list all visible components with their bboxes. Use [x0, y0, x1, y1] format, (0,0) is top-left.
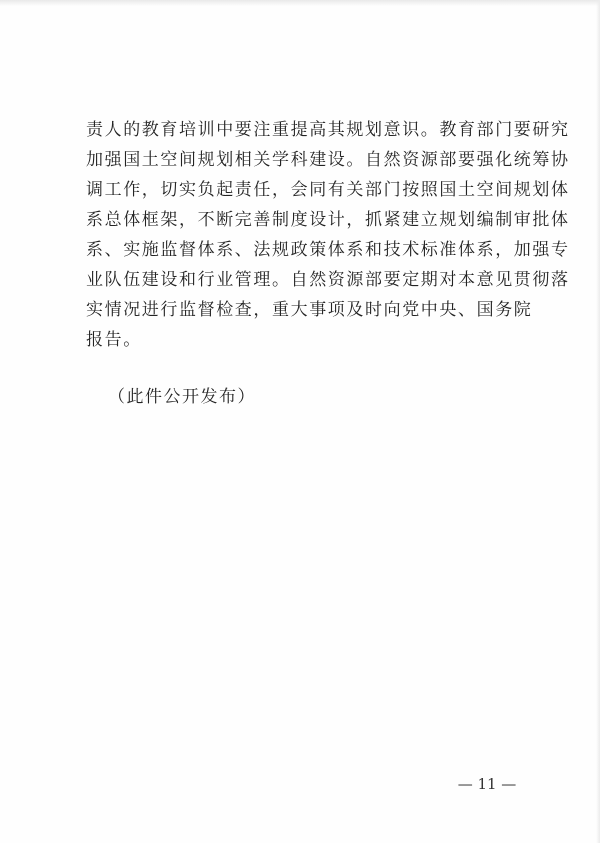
body-line-1: 责人的教育培训中要注重提高其规划意识。教育部门要研究 [86, 120, 570, 140]
release-note: （此件公开发布） [108, 387, 256, 407]
body-line-6: 业队伍建设和行业管理。自然资源部要定期对本意见贯彻落 [86, 270, 570, 290]
body-line-8: 报告。 [86, 330, 142, 350]
body-line-4: 系总体框架，不断完善制度设计，抓紧建立规划编制审批体 [86, 210, 570, 230]
scan-edge-right [596, 0, 600, 843]
body-line-7: 实情况进行监督检查，重大事项及时向党中央、国务院 [86, 300, 533, 320]
scan-edge-top [0, 0, 600, 6]
body-line-5: 系、实施监督体系、法规政策体系和技术标准体系，加强专 [86, 240, 570, 260]
body-line-3: 调工作，切实负起责任，会同有关部门按照国土空间规划体 [86, 180, 570, 200]
page-number: — 11 — [457, 775, 517, 793]
body-line-2: 加强国土空间规划相关学科建设。自然资源部要强化统筹协 [86, 150, 570, 170]
